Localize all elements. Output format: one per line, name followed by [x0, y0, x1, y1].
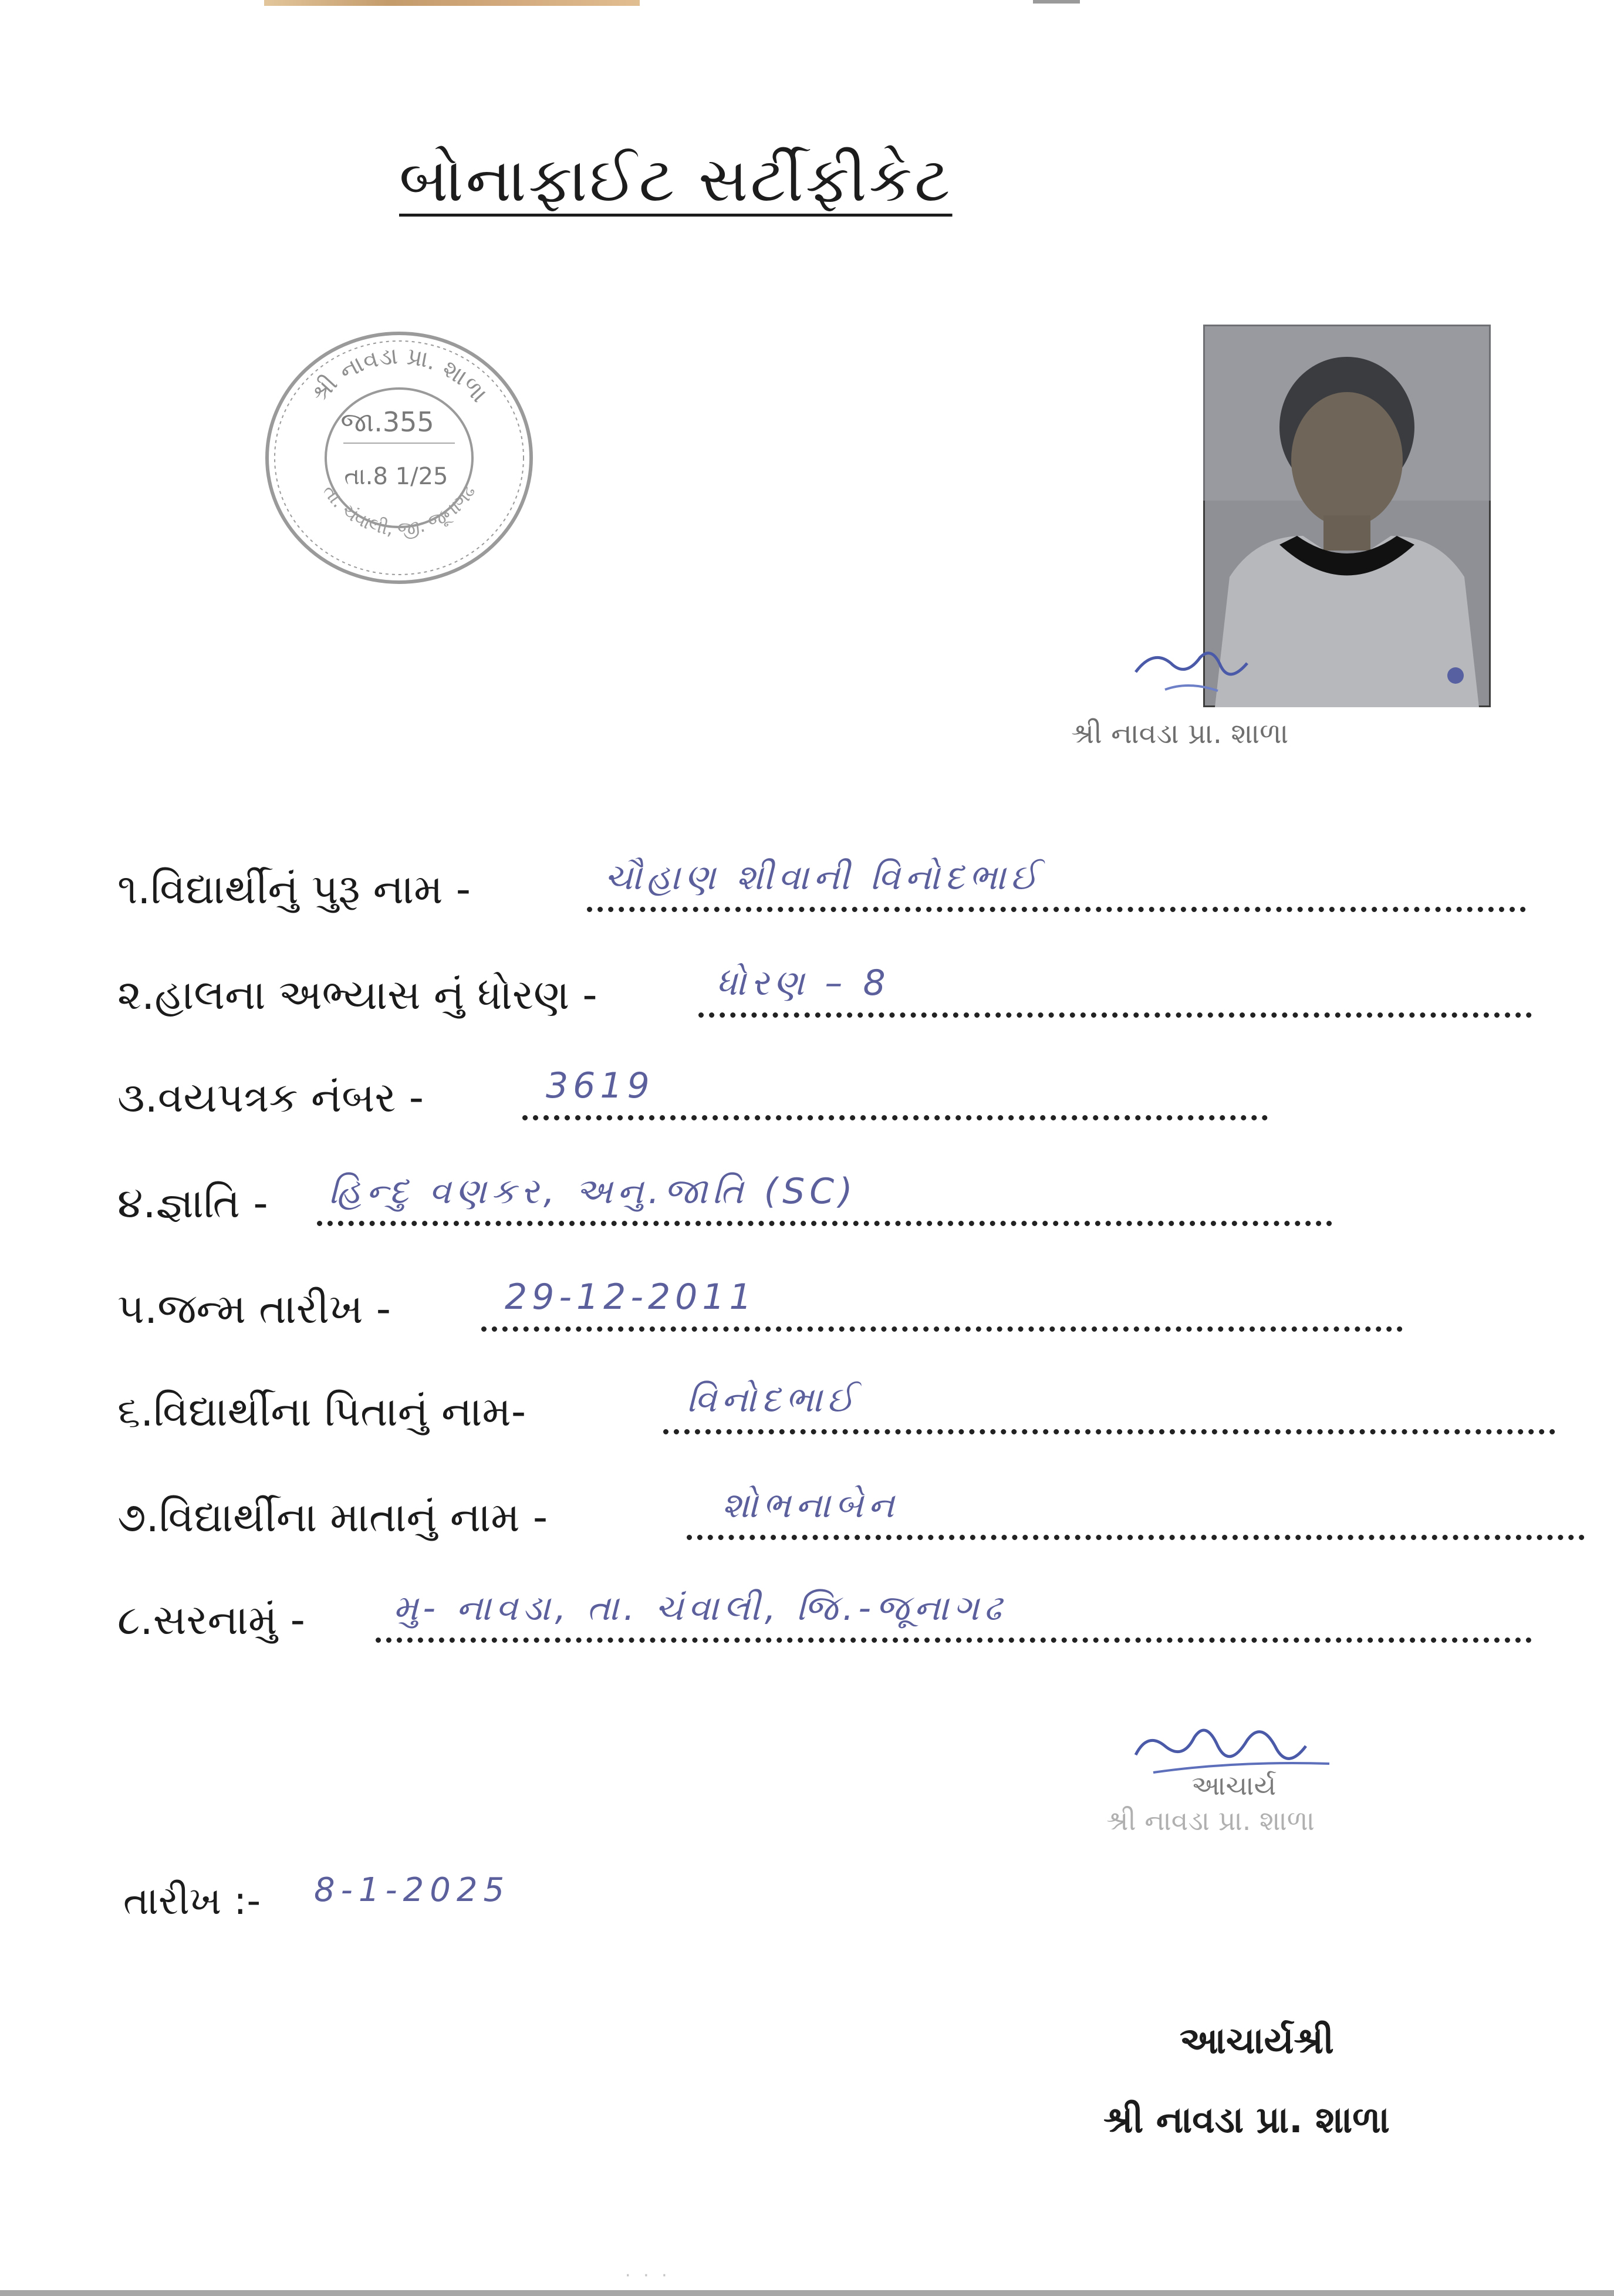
field-value: હિન્દુ વણકર, અનુ.જાતિ (SC)	[329, 1171, 857, 1212]
scan-edge-bottom	[0, 2290, 1614, 2296]
field-label: ૪.જ્ઞાતિ -	[117, 1179, 268, 1227]
svg-text:શ્રી નાવડા પ્રા. શાળા	[306, 342, 492, 407]
seal-ring-text: શ્રી નાવડા પ્રા. શાળા	[305, 342, 493, 408]
field-label: ૧.વિદ્યાર્થીનું પુરૂ નામ -	[117, 865, 471, 913]
field-value: ચૌહાણ શીવાની વિનોદભાઈ	[605, 857, 1042, 898]
photo-stamp-school: શ્રી નાવડા પ્રા. શાળા	[1071, 717, 1289, 750]
field-dotted-line	[317, 1221, 1332, 1226]
seal-ring-text-bottom: તા. ચંવાલી, જી. જૂનાગઢ	[318, 480, 480, 541]
signature-stamp-role: આચાર્ય	[1191, 1770, 1277, 1801]
field-value: વિનોદભાઈ	[687, 1379, 859, 1420]
date-value: 8-1-2025	[314, 1871, 511, 1909]
principal-title: આચાર્યશ્રી	[1180, 2019, 1334, 2062]
field-label: ૩.વયપત્રક નંબર -	[117, 1073, 424, 1122]
field-dotted-line	[587, 907, 1526, 912]
seal-graphic	[261, 329, 537, 587]
signature-stamp-school: શ્રી નાવડા પ્રા. શાળા	[1106, 1805, 1315, 1836]
field-label: ૮.સરનામું -	[117, 1596, 305, 1644]
field-dotted-line	[687, 1535, 1585, 1540]
field-dotted-line	[698, 1012, 1532, 1018]
field-label: ૬.વિદ્યાર્થીના પિતાનું નામ-	[117, 1387, 526, 1436]
field-value: શોભનાબેન	[722, 1485, 899, 1526]
scan-edge-top	[264, 0, 640, 6]
field-dotted-line	[522, 1115, 1268, 1120]
field-value: 29-12-2011	[505, 1277, 757, 1318]
seal-number: જા.355	[340, 406, 434, 438]
scan-smudge: · · ·	[625, 2265, 671, 2286]
photo-signature	[1130, 637, 1253, 707]
school-seal	[261, 329, 537, 587]
field-value: ધોરણ – 8	[716, 963, 890, 1004]
field-dotted-line	[663, 1429, 1555, 1434]
field-dotted-line	[376, 1637, 1532, 1643]
field-value: મુ- નાવડા, તા. ચંવાલી, જિ.-જૂનાગઢ	[393, 1588, 1006, 1629]
field-label: ૫.જન્મ તારીખ -	[117, 1285, 391, 1333]
field-value: 3619	[546, 1065, 654, 1106]
seal-date: તા.8 1/25	[344, 463, 448, 490]
field-dotted-line	[481, 1326, 1403, 1332]
principal-school: શ્રી નાવડા પ્રા. શાળા	[1103, 2098, 1390, 2141]
date-label: તારીખ :-	[123, 1878, 261, 1923]
field-label: ૭.વિદ્યાર્થીના માતાનું નામ -	[117, 1493, 548, 1541]
field-label: ૨.હાલના અભ્યાસ નું ધોરણ -	[117, 971, 597, 1019]
scan-edge-mark	[1033, 0, 1080, 4]
certificate-title: બોનાફાઈટ સર્ટીફીકેટ	[399, 144, 953, 215]
